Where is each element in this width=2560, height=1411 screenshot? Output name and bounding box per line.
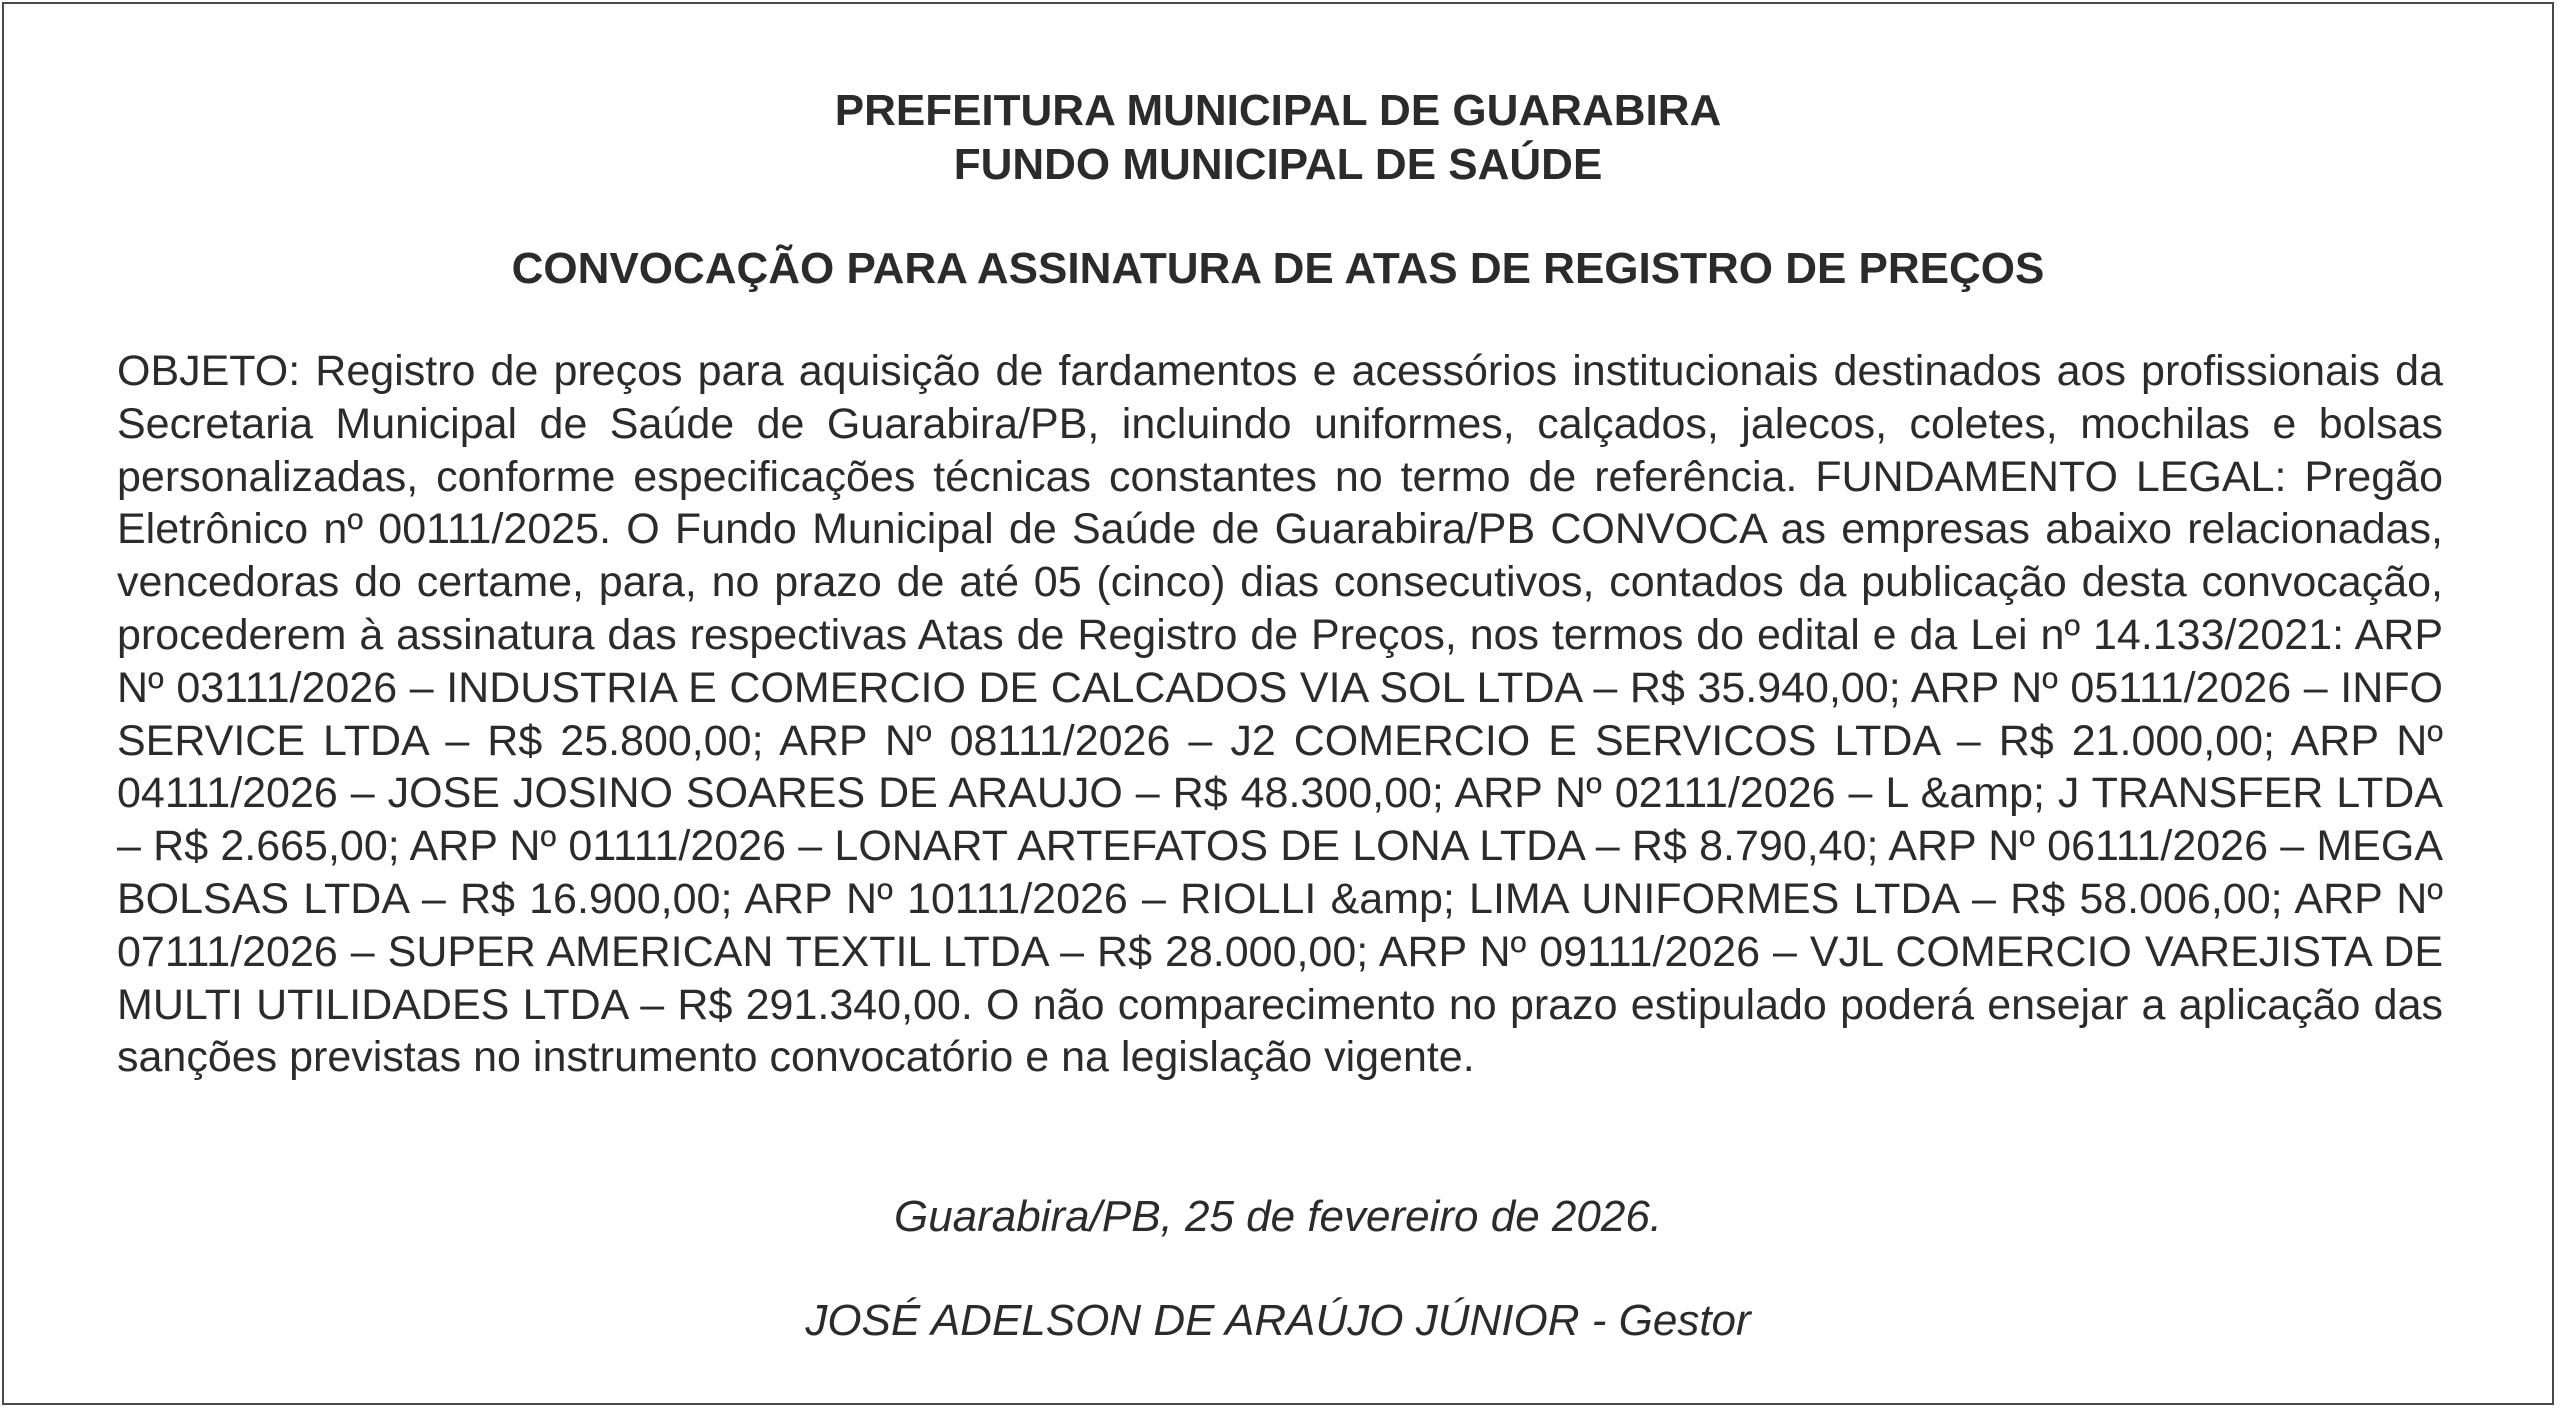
header-municipality: PREFEITURA MUNICIPAL DE GUARABIRA	[834, 86, 1722, 135]
place-date: Guarabira/PB, 25 de fevereiro de 2026.	[893, 1192, 1663, 1241]
document-body: OBJETO: Registro de preços para aquisição de fardamentos e acessórios institucionais destinados aos profissionais da Secretaria Municipal de Saúde de Guarabira/PB, incluindo uniformes, calçados, jalecos, coletes, mochilas e bolsas personalizadas, conforme especificações técnicas constantes no termo de referência. FUNDAMENTO LEGAL: Pregão Eletrônico nº 00111/2025. O Fundo Municipal de Saúde de Guarabira/PB CONVOCA as empresas abaixo relacionadas, vencedoras do certame, para, no prazo de até 05 (cinco) dias consecutivos, contados da publicação desta convocação, procederem à assinatura das respectivas Atas de Registro de Preços, nos termos do edital e da Lei nº 14.133/2021: ARP Nº 03111/2026 – INDUSTRIA E COMERCIO DE CALCADOS VIA SOL LTDA – R$ 35.940,00; ARP Nº 05111/2026 – INFO SERVICE LTDA – R$ 25.800,00; ARP Nº 08111/2026 – J2 COMERCIO E SERVICOS LTDA – R$ 21.000,00; ARP Nº 04111/2026 – JOSE JOSINO SOARES DE ARAUJO – R$ 48.300,00; ARP Nº 02111/2026 – L &amp; J TRANSFER LTDA – R$ 2.665,00; ARP Nº 01111/2026 – LONART ARTEFATOS DE LONA LTDA – R$ 8.790,40; ARP Nº 06111/2026 – MEGA BOLSAS LTDA – R$ 16.900,00; ARP Nº 10111/2026 – RIOLLI &amp; LIMA UNIFORMES LTDA – R$ 58.006,00; ARP Nº 07111/2026 – SUPER AMERICAN TEXTIL LTDA – R$ 28.000,00; ARP Nº 09111/2026 – VJL COMERCIO VAREJISTA DE MULTI UTILIDADES LTDA – R$ 291.340,00. O não comparecimento no prazo estipulado poderá ensejar a aplicação das sanções previstas no instrumento convocatório e na legislação vigente.	[117, 347, 2443, 1082]
document-title: CONVOCAÇÃO PARA ASSINATURA DE ATAS DE REGISTRO DE PREÇOS	[511, 244, 2045, 293]
signature: JOSÉ ADELSON DE ARAÚJO JÚNIOR - Gestor	[805, 1296, 1751, 1345]
header-fund: FUNDO MUNICIPAL DE SAÚDE	[953, 140, 1603, 189]
